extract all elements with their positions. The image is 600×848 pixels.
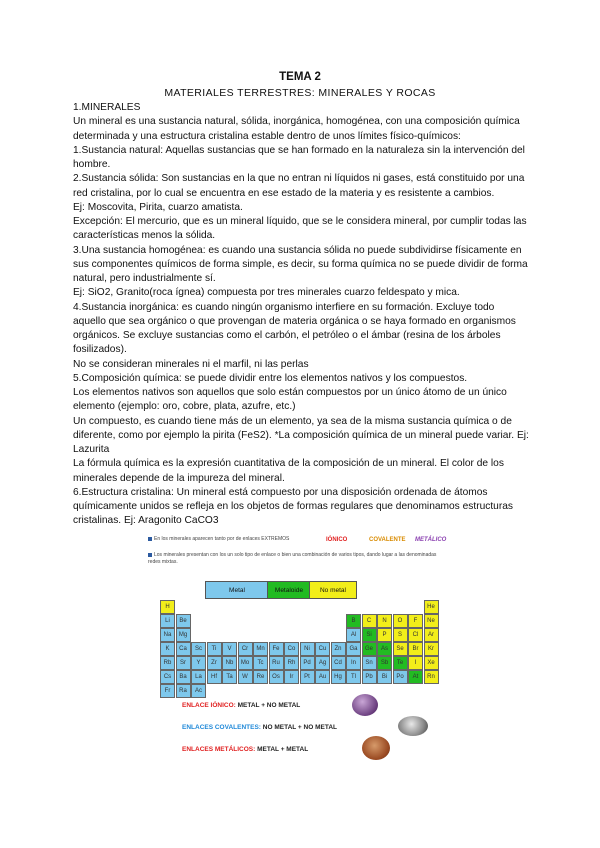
element-cell: Al	[346, 628, 361, 642]
legend-metal: Metal	[205, 581, 269, 599]
element-cell: Rb	[160, 656, 175, 670]
element-cell: Sb	[377, 656, 392, 670]
silver-mineral-image	[398, 716, 428, 736]
document-title: TEMA 2	[279, 71, 321, 83]
paragraph: Ej: Moscovita, Pirita, cuarzo amatista.	[73, 201, 243, 213]
element-cell: Ba	[176, 670, 191, 684]
element-cell: Cd	[331, 656, 346, 670]
bullet-icon	[148, 537, 152, 541]
element-cell: La	[191, 670, 206, 684]
element-cell: Ar	[424, 628, 439, 642]
label-metalico: METÁLICO	[415, 537, 447, 543]
element-cell: Mn	[253, 642, 268, 656]
paragraph: Un mineral es una sustancia natural, sólida, inorgánica, homogénea, con una composición química determinada y una estructura cristalina estable dentro de unos límites físico-químicos:	[73, 116, 520, 142]
element-cell: In	[346, 656, 361, 670]
element-cell: Hg	[331, 670, 346, 684]
element-cell: Tl	[346, 670, 361, 684]
element-cell: H	[160, 600, 175, 614]
document-subtitle: MATERIALES TERRESTRES: MINERALES Y ROCAS	[164, 87, 436, 99]
element-cell: Cu	[315, 642, 330, 656]
element-cell: Se	[393, 642, 408, 656]
paragraph: 3.Una sustancia homogénea: es cuando una sustancia sólida no puede subdividirse físicamente en sus componentes químicos de forma simple, es decir, su forma química no se puede dividir de forma natural, pero industrialmente sí.	[73, 244, 528, 284]
section-heading: 1.MINERALES	[73, 102, 141, 113]
element-cell: Pt	[300, 670, 315, 684]
element-cell: S	[393, 628, 408, 642]
element-cell: Cs	[160, 670, 175, 684]
element-cell: Mg	[176, 628, 191, 642]
element-cell: Y	[191, 656, 206, 670]
element-cell: V	[222, 642, 237, 656]
element-cell: Sr	[176, 656, 191, 670]
element-cell: Xe	[424, 656, 439, 670]
paragraph: 2.Sustancia sólida: Son sustancias en la que no entran ni líquidos ni gases, está constituido por una red cristalina, por lo cual se encuentra en ese estado de la materia y es resistente a cambios.	[73, 173, 525, 199]
element-cell: Mo	[238, 656, 253, 670]
paragraph: 1.Sustancia natural: Aquellas sustancias que se han formado en la naturaleza sin la intervención del hombre.	[73, 144, 525, 170]
bond-title: ENLACES COVALENTES:	[182, 724, 261, 731]
element-cell: Pd	[300, 656, 315, 670]
bond-metalico	[182, 746, 308, 753]
element-cell: As	[377, 642, 392, 656]
element-cell: Ru	[269, 656, 284, 670]
periodic-table-figure	[140, 530, 447, 780]
label-ionico: IÓNICO	[326, 537, 348, 543]
element-cell: Sc	[191, 642, 206, 656]
paragraph: Un compuesto, es cuando tiene más de un elemento, ya sea de la misma sustancia química o de diferente, como por ejemplo la pirita (FeS2). *La composición química de un mineral puede variar. Ej: Lazurita	[73, 415, 529, 455]
element-cell: Ni	[300, 642, 315, 656]
element-cell: Tc	[253, 656, 268, 670]
element-cell: Ac	[191, 684, 206, 698]
element-cell: Zr	[207, 656, 222, 670]
element-cell: Re	[253, 670, 268, 684]
element-cell: Fr	[160, 684, 175, 698]
bond-rule: METAL + METAL	[255, 746, 309, 753]
bond-ionico	[182, 702, 300, 709]
element-cell: Ag	[315, 656, 330, 670]
element-cell: Li	[160, 614, 175, 628]
element-cell: He	[424, 600, 439, 614]
element-cell: Be	[176, 614, 191, 628]
paragraph: Excepción: El mercurio, que es un mineral líquido, que se le considera mineral, por cumplir todas las características menos la sólida.	[73, 216, 527, 242]
amethyst-mineral-image	[352, 694, 378, 716]
bond-title: ENLACE IÓNICO:	[182, 702, 236, 709]
element-cell: N	[377, 614, 392, 628]
element-cell: Co	[284, 642, 299, 656]
paragraph: No se consideran minerales ni el marfil, ni las perlas	[73, 358, 309, 370]
element-cell: Ca	[176, 642, 191, 656]
element-cell: Cl	[408, 628, 423, 642]
paragraph: 5.Composición química: se puede dividir entre los elementos nativos y los compuestos.	[73, 372, 468, 384]
element-cell: Ne	[424, 614, 439, 628]
element-cell: Cr	[238, 642, 253, 656]
element-cell: F	[408, 614, 423, 628]
bond-covalente	[182, 724, 337, 731]
bond-rule: METAL + NO METAL	[235, 702, 301, 709]
element-cell: Kr	[424, 642, 439, 656]
element-cell: Rn	[424, 670, 439, 684]
paragraph: 6.Estructura cristalina: Un mineral está compuesto por una disposición ordenada de átomos químicamente unidos se refleja en los objetos de formas regulares que denominamos estructuras cristalinas. Ej: Aragonito CaCO3	[73, 486, 513, 527]
element-cell: I	[408, 656, 423, 670]
element-cell: Ra	[176, 684, 191, 698]
figure-caption-line: Los minerales presentan con los un solo tipo de enlace o bien una combinación de varios tipos, dando lugar a las denominadas redes mixtas.	[148, 552, 437, 565]
bullet-icon	[148, 553, 152, 557]
element-cell: Ga	[346, 642, 361, 656]
copper-mineral-image	[362, 736, 390, 760]
element-cell: Nb	[222, 656, 237, 670]
element-cell: Te	[393, 656, 408, 670]
element-cell: Ti	[207, 642, 222, 656]
element-cell: At	[408, 670, 423, 684]
element-cell: Rh	[284, 656, 299, 670]
paragraph: 4.Sustancia inorgánica: es cuando ningún organismo interfiere en su formación. Excluye todo aquello que sea orgánico o que provengan de materia orgánica o se haya formado en organismos orgánicos. Se excluye sustancias como el carbón, el petróleo o el ámbar (resina de los árboles fosilizados).	[73, 301, 516, 356]
paragraph: Los elementos nativos son aquellos que solo están compuestos por un único átomo de un único elemento (ejemplo: oro, cobre, plata, azufre, etc.)	[73, 387, 507, 413]
label-covalente: COVALENTE	[369, 537, 406, 543]
element-cell: Hf	[207, 670, 222, 684]
element-cell: Ir	[284, 670, 299, 684]
element-cell: Au	[315, 670, 330, 684]
element-cell: B	[346, 614, 361, 628]
element-cell: C	[362, 614, 377, 628]
element-cell: Si	[362, 628, 377, 642]
element-cell: W	[238, 670, 253, 684]
paragraph: La fórmula química es la expresión cuantitativa de la composición de un mineral. El color de los minerales depende de la impureza del mineral.	[73, 458, 504, 484]
legend-nometal: No metal	[309, 581, 357, 599]
element-cell: Ta	[222, 670, 237, 684]
element-cell: Pb	[362, 670, 377, 684]
document-body	[73, 101, 529, 529]
bond-title: ENLACES METÁLICOS:	[182, 746, 256, 753]
element-cell: Na	[160, 628, 175, 642]
element-cell: K	[160, 642, 175, 656]
element-cell: Os	[269, 670, 284, 684]
element-cell: O	[393, 614, 408, 628]
element-cell: Ge	[362, 642, 377, 656]
element-cell: Sn	[362, 656, 377, 670]
bond-rule: NO METAL + NO METAL	[260, 724, 337, 731]
legend-metaloide: Metaloide	[267, 581, 311, 599]
figure-caption-line: En los minerales aparecen tanto por de enlaces EXTREMOS	[148, 536, 289, 542]
element-cell: P	[377, 628, 392, 642]
element-cell: Po	[393, 670, 408, 684]
element-cell: Bi	[377, 670, 392, 684]
element-cell: Zn	[331, 642, 346, 656]
element-cell: Fe	[269, 642, 284, 656]
paragraph: Ej: SiO2, Granito(roca ígnea) compuesta por tres minerales cuarzo feldespato y mica.	[73, 287, 460, 299]
element-cell: Br	[408, 642, 423, 656]
